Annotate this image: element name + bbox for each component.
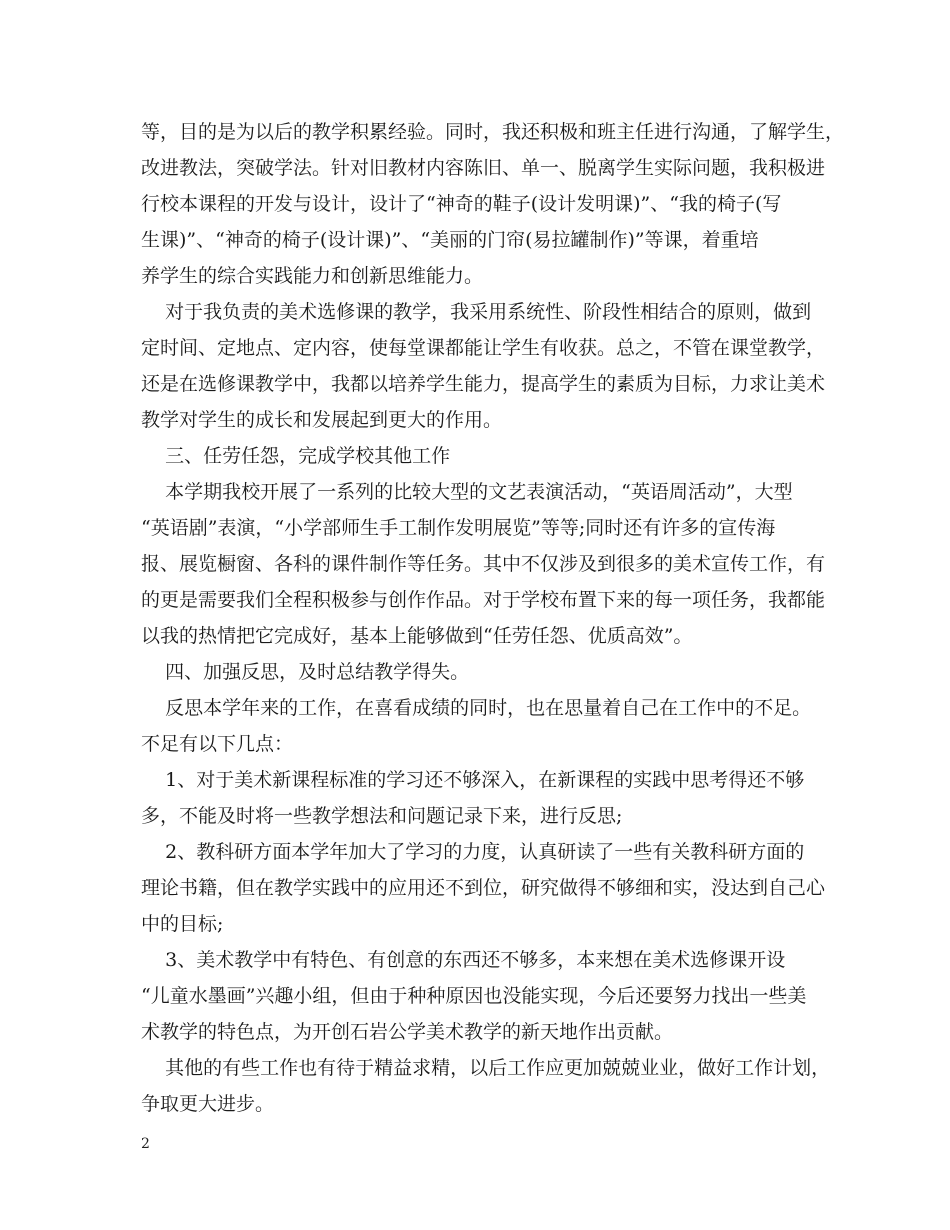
text-line: 养学生的综合实践能力和创新思维能力。 <box>141 265 484 287</box>
text-line: 多，不能及时将一些教学想法和问题记录下来，进行反思; <box>141 805 623 827</box>
document-body <box>141 114 845 1122</box>
text-line: 争取更大进步。 <box>141 1093 275 1115</box>
text-line: 1、对于美术新课程标准的学习还不够深入，在新课程的实践中思考得还不够 <box>141 769 805 791</box>
text-line: 理论书籍，但在教学实践中的应用还不到位，研究做得不够细和实，没达到自己心 <box>141 877 826 899</box>
text-line: 的更是需要我们全程积极参与创作作品。对于学校布置下来的每一项任务，我都能 <box>141 589 826 611</box>
text-line: 反思本学年来的工作，在喜看成绩的同时，也在思量着自己在工作中的不足。 <box>141 697 812 719</box>
page-number: 2 <box>141 1136 150 1152</box>
text-line: 本学期我校开展了一系列的比较大型的文艺表演活动，“英语周活动”，大型 <box>141 481 793 503</box>
text-line: 以我的热情把它完成好，基本上能够做到“任劳任怨、优质高效”。 <box>141 625 693 647</box>
text-line: 其他的有些工作也有待于精益求精，以后工作应更加兢兢业业，做好工作计划， <box>141 1057 831 1079</box>
text-line: 不足有以下几点： <box>141 733 294 755</box>
text-line: 改进教法，突破学法。针对旧教材内容陈旧、单一、脱离学生实际问题，我积极进 <box>141 157 826 179</box>
text-line: 报、展览橱窗、各科的课件制作等任务。其中不仅涉及到很多的美术宣传工作，有 <box>141 553 826 575</box>
text-line: 术教学的特色点，为开创石岩公学美术教学的新天地作出贡献。 <box>141 1021 674 1043</box>
text-line: 生课)”、“神奇的椅子(设计课)”、“美丽的门帘(易拉罐制作)”等课，着重培 <box>141 229 759 251</box>
section-heading: 四、加强反思，及时总结教学得失。 <box>141 661 470 683</box>
text-line: “英语剧”表演，“小学部师生手工制作发明展览”等等;同时还有许多的宣传海 <box>141 517 776 539</box>
text-line: 行校本课程的开发与设计，设计了“神奇的鞋子(设计发明课)”、“我的椅子(写 <box>141 193 782 215</box>
text-line: “儿童水墨画”兴趣小组，但由于种种原因也没能实现，今后还要努力找出一些美 <box>141 985 807 1007</box>
text-line: 2、教科研方面本学年加大了学习的力度，认真研读了一些有关教科研方面的 <box>141 841 805 863</box>
text-line: 教学对学生的成长和发展起到更大的作用。 <box>141 409 503 431</box>
text-line: 等，目的是为以后的教学积累经验。同时，我还积极和班主任进行沟通，了解学生， <box>141 121 845 143</box>
text-line: 定时间、定地点、定内容，使每堂课都能让学生有收获。总之，不管在课堂教学， <box>141 337 826 359</box>
text-line: 对于我负责的美术选修课的教学，我采用系统性、阶段性相结合的原则，做到 <box>141 301 812 323</box>
text-line: 中的目标; <box>141 913 224 935</box>
text-line: 还是在选修课教学中，我都以培养学生能力，提高学生的素质为目标，力求让美术 <box>141 373 826 395</box>
text-line: 3、美术教学中有特色、有创意的东西还不够多，本来想在美术选修课开设 <box>141 949 786 971</box>
section-heading: 三、任劳任怨，完成学校其他工作 <box>141 445 451 467</box>
